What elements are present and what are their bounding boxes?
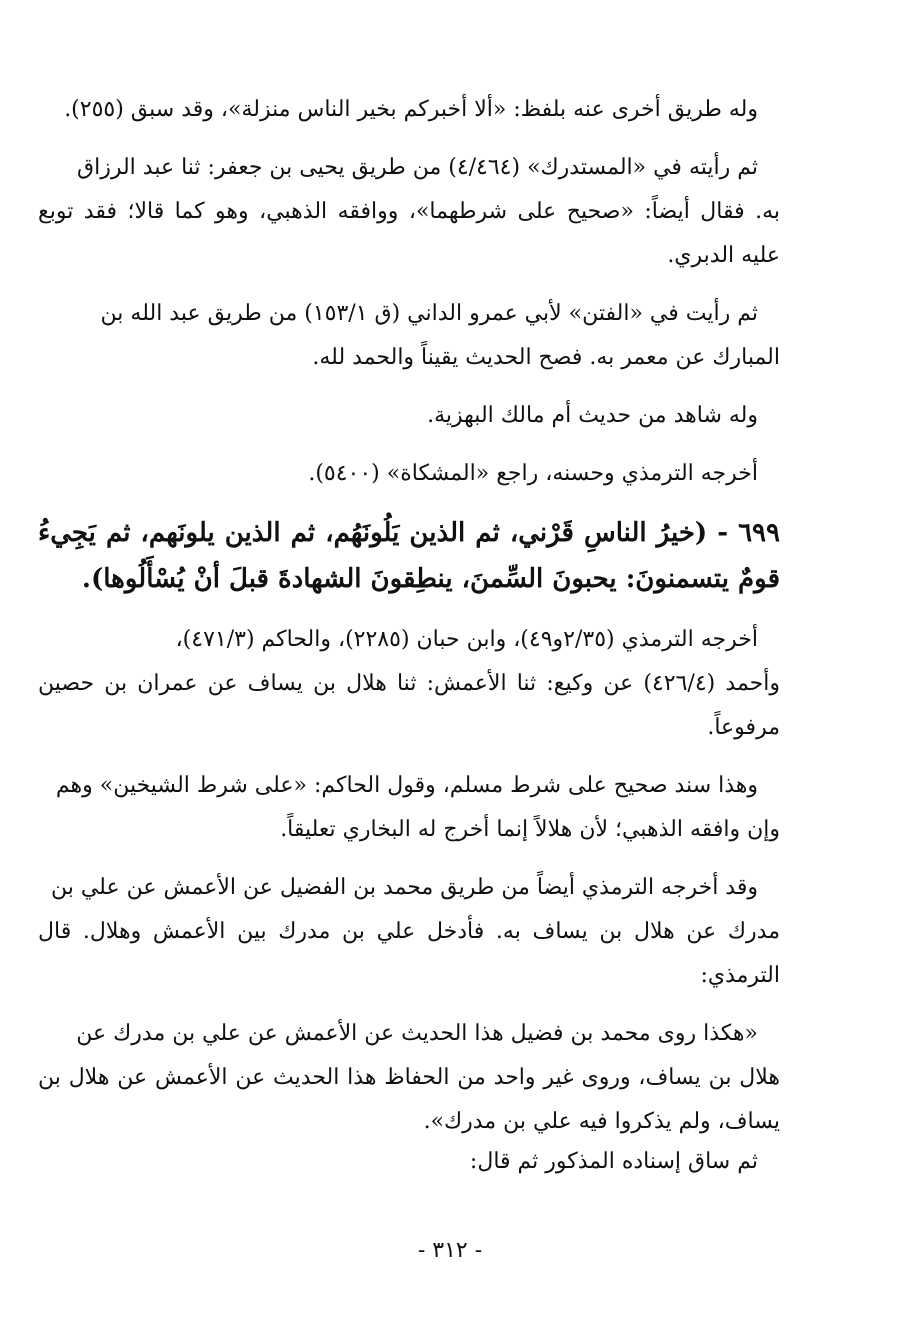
paragraph-witness — [38, 394, 780, 438]
paragraph-tirmidhi-quote — [38, 1012, 780, 1144]
page-number: - ٣١٢ - — [417, 1238, 483, 1263]
paragraph-continuation: مدرك عن هلال بن يساف به. فأدخل علي بن مدرك بين الأعمش وهلال. قال الترمذي: — [38, 919, 780, 988]
paragraph-first-line: وله شاهد من حديث أم مالك البهزية. — [427, 403, 758, 428]
document-page — [38, 88, 780, 1194]
paragraph-first-line: أخرجه الترمذي (٢/٣٥و٤٩)، وابن حبان (٢٢٨٥)، والحاكم (٤٧١/٣)، — [175, 627, 758, 652]
paragraph-tirmidhi-mishkat — [38, 452, 780, 496]
paragraph-mustadrak — [38, 146, 780, 278]
paragraph-takhrij — [38, 618, 780, 750]
hadith-text: ٦٩٩ - (خيرُ الناسِ قَرْني، ثم الذين يَلُونَهُم، ثم الذين يلونَهم، ثم يَجِيءُ قومٌ يتسمنونَ: يحبونَ السِّمنَ، ينطِقونَ الشهادةَ قبلَ أنْ يُسْأَلُوها). — [38, 518, 780, 594]
paragraph-first-line: ثم رأيته في «المستدرك» (٤/٤٦٤) من طريق يحيى بن جعفر: ثنا عبد الرزاق — [77, 155, 758, 180]
paragraph-first-line: وقد أخرجه الترمذي أيضاً من طريق محمد بن الفضيل عن الأعمش عن علي بن — [50, 875, 758, 900]
paragraph-first-line: ثم رأيت في «الفتن» لأبي عمرو الداني (ق ١٥٣/١) من طريق عبد الله بن — [100, 301, 758, 326]
paragraph-first-line: ثم ساق إسناده المذكور ثم قال: — [469, 1149, 758, 1174]
paragraph-continuation: به. فقال أيضاً: «صحيح على شرطهما»، ووافقه الذهبي، وهو كما قالا؛ فقد توبع عليه الدبري. — [38, 199, 780, 268]
paragraph-closing — [38, 1144, 780, 1180]
paragraph-first-line: وهذا سند صحيح على شرط مسلم، وقول الحاكم: «على شرط الشيخين» وهم — [55, 773, 758, 798]
paragraph-isnad-grade — [38, 764, 780, 852]
paragraph-other-route — [38, 88, 780, 132]
paragraph-fitan — [38, 292, 780, 380]
paragraph-continuation: المبارك عن معمر به. فصح الحديث يقيناً والحمد لله. — [312, 345, 780, 370]
paragraph-continuation: وأحمد (٤٢٦/٤) عن وكيع: ثنا الأعمش: ثنا هلال بن يساف عن عمران بن حصين مرفوعاً. — [38, 671, 780, 740]
paragraph-first-line: وله طريق أخرى عنه بلفظ: «ألا أخبركم بخير الناس منزلة»، وقد سبق (٢٥٥). — [64, 97, 758, 122]
paragraph-tirmidhi-route — [38, 866, 780, 998]
paragraph-first-line: أخرجه الترمذي وحسنه، راجع «المشكاة» (٥٤٠٠). — [308, 461, 758, 486]
paragraph-first-line: «هكذا روى محمد بن فضيل هذا الحديث عن الأعمش عن علي بن مدرك عن — [76, 1021, 758, 1046]
paragraph-continuation: وإن وافقه الذهبي؛ لأن هلالاً إنما أخرج له البخاري تعليقاً. — [280, 817, 780, 842]
paragraph-continuation: هلال بن يساف، وروى غير واحد من الحفاظ هذا الحديث عن الأعمش عن هلال بن يساف، ولم يذكروا فيه علي بن مدرك». — [38, 1065, 780, 1134]
